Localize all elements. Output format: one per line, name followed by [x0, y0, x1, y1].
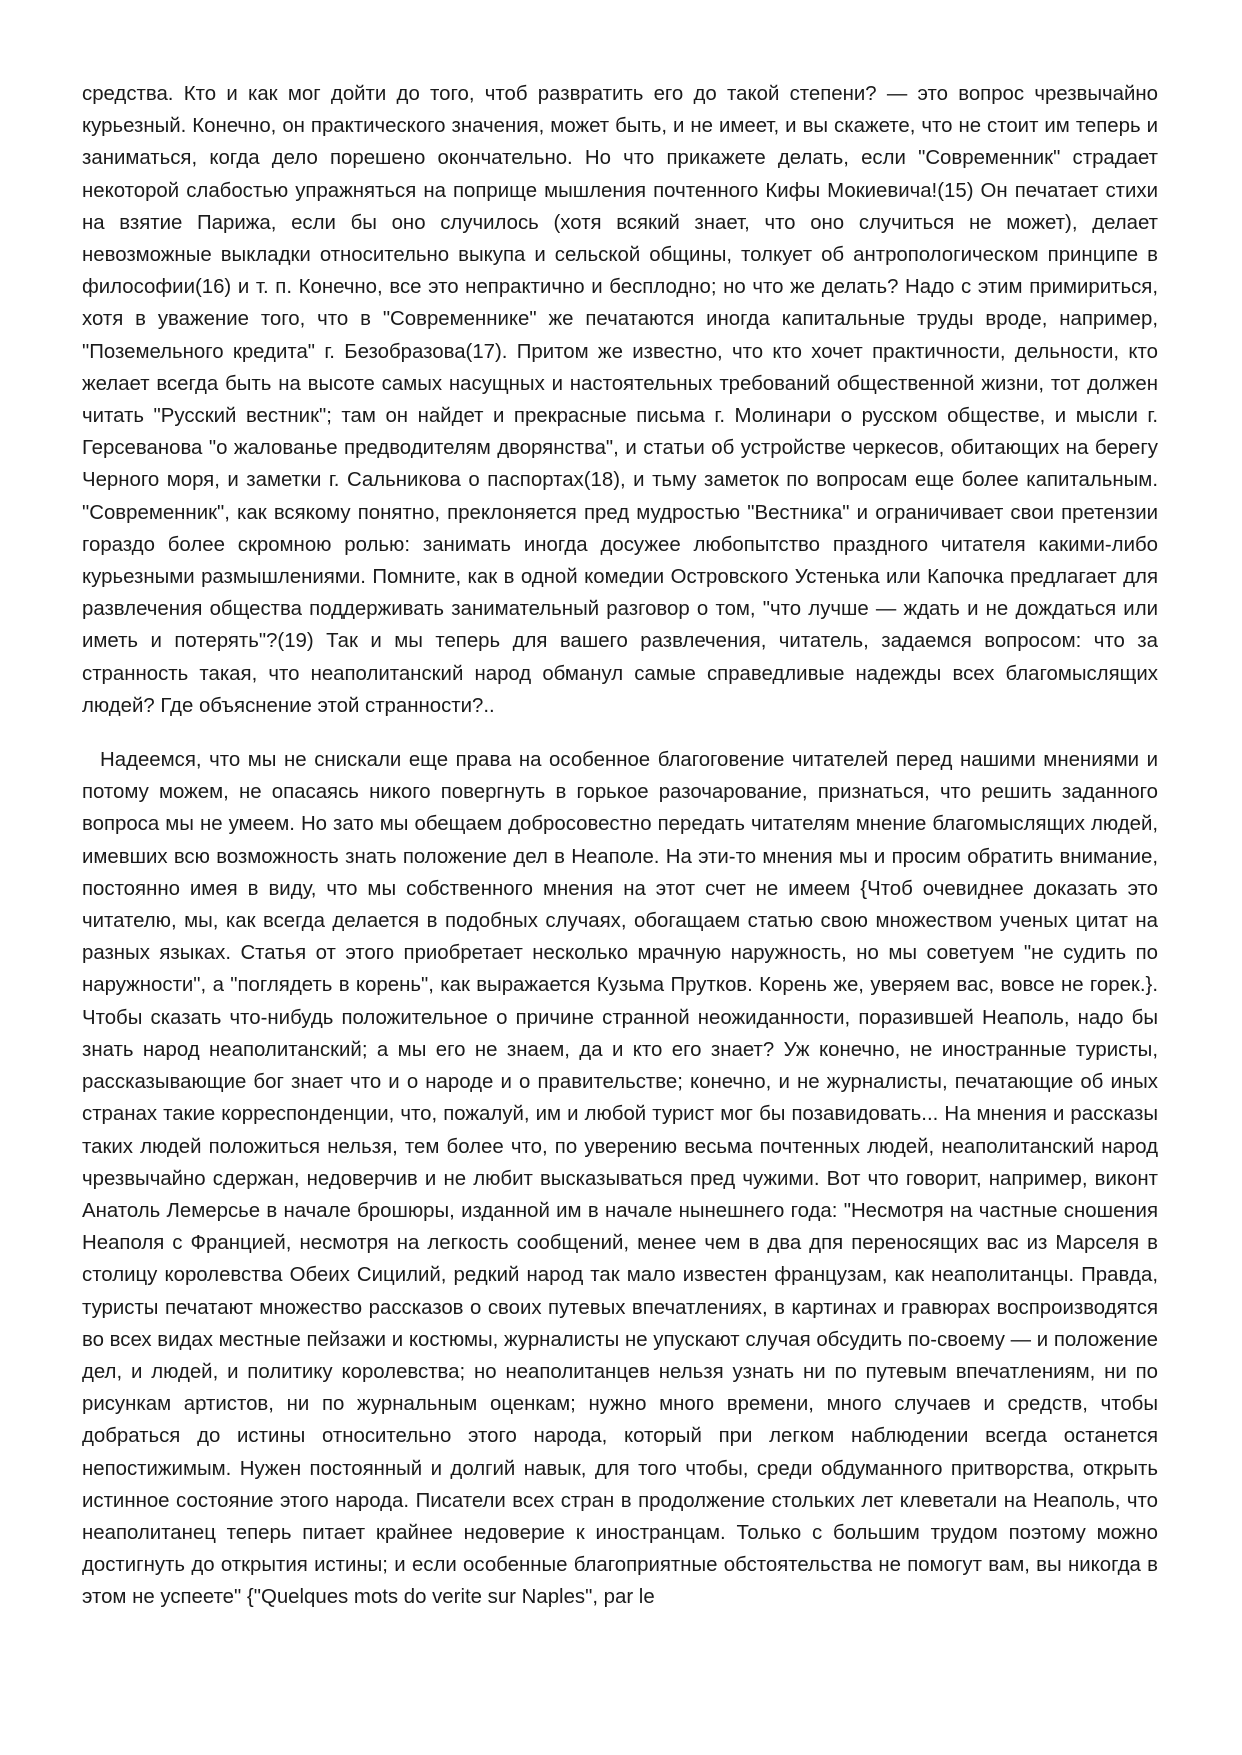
paragraph-1: средства. Кто и как мог дойти до того, чтоб развратить его до такой степени? — это вопрос чрезвычайно курьезный. Конечно, он практического значения, может быть, и не имеет, и вы скажете, что не стоит им теперь и заниматься, когда дело порешено окончательно. Но что прикажете делать, если "Современник" страдает некоторой слабостью упражняться на поприще мышления почтенного Кифы Мокиевича!(15) Он печатает стихи на взятие Парижа, если бы оно случилось (хотя всякий знает, что оно случиться не может), делает невозможные выкладки относительно выкупа и сельской общины, толкует об антропологическом принципе в философии(16) и т. п. Конечно, все это непрактично и бесплодно; но что же делать? Надо с этим примириться, хотя в уважение того, что в "Современнике" же печатаются иногда капитальные труды вроде, например, "Поземельного кредита" г. Безобразова(17). Притом же известно, что кто хочет практичности, дельности, кто желает всегда быть на высоте самых насущных и настоятельных требований общественной жизни, тот должен читать "Русский вестник"; там он найдет и прекрасные письма г. Молинари о русском обществе, и мысли г. Герсеванова "о жалованье предводителям дворянства", и статьи об устройстве черкесов, обитающих на берегу Черного моря, и заметки г. Сальникова о паспортах(18), и тьму заметок по вопросам еще более капитальным. "Современник", как всякому понятно, преклоняется пред мудростью "Вестника" и ограничивает свои претензии гораздо более скромною ролью: занимать иногда досужее любопытство праздного читателя какими-либо курьезными размышлениями. Помните, как в одной комедии Островского Устенька или Капочка предлагает для развлечения общества поддерживать занимательный разговор о том, "что лучше — ждать и не дождаться или иметь и потерять"?(19) Так и мы теперь для вашего развлечения, читатель, задаемся вопросом: что за странность такая, что неаполитанский народ обманул самые справедливые надежды всех благомыслящих людей? Где объяснение этой странности?..: [82, 83, 1158, 717]
document-page: [82, 78, 1158, 1614]
paragraph-2: Надеемся, что мы не снискали еще права на особенное благоговение читателей перед нашими мнениями и потому можем, не опасаясь никого повергнуть в горькое разочарование, признаться, что решить заданного вопроса мы не умеем. Но зато мы обещаем добросовестно передать читателям мнение благомыслящих людей, имевших всю возможность знать положение дел в Неаполе. На эти-то мнения мы и просим обратить внимание, постоянно имея в виду, что мы собственного мнения на этот счет не имеем {Чтоб очевиднее доказать это читателю, мы, как всегда делается в подобных случаях, обогащаем статью свою множеством ученых цитат на разных языках. Статья от этого приобретает несколько мрачную наружность, но мы советуем "не судить по наружности", а "поглядеть в корень", как выражается Кузьма Прутков. Корень же, уверяем вас, вовсе не горек.}. Чтобы сказать что-нибудь положительное о причине странной неожиданности, поразившей Неаполь, надо бы знать народ неаполитанский; а мы его не знаем, да и кто его знает? Уж конечно, не иностранные туристы, рассказывающие бог знает что и о народе и о правительстве; конечно, и не журналисты, печатающие об иных странах такие корреспонденции, что, пожалуй, им и любой турист мог бы позавидовать... На мнения и рассказы таких людей положиться нельзя, тем более что, по уверению весьма почтенных людей, неаполитанский народ чрезвычайно сдержан, недоверчив и не любит высказываться пред чужими. Вот что говорит, например, виконт Анатоль Лемерсье в начале брошюры, изданной им в начале нынешнего года: "Несмотря на частные сношения Неаполя с Францией, несмотря на легкость сообщений, менее чем в два дпя переносящих вас из Марселя в столицу королевства Обеих Сицилий, редкий народ так мало известен французам, как неаполитанцы. Правда, туристы печатают множество рассказов о своих путевых впечатлениях, в картинах и гравюрах воспроизводятся во всех видах местные пейзажи и костюмы, журналисты не упускают случая обсудить по-своему — и положение дел, и людей, и политику королевства; но неаполитанцев нельзя узнать ни по путевым впечатлениям, ни по рисункам артистов, ни по журнальным оценкам; нужно много времени, много случаев и средств, чтобы добраться до истины относительно этого народа, который при легком наблюдении всегда останется непостижимым. Нужен постоянный и долгий навык, для того чтобы, среди обдуманного притворства, открыть истинное состояние этого народа. Писатели всех стран в продолжение стольких лет клеветали на Неаполь, что неаполитанец теперь питает крайнее недоверие к иностранцам. Только с большим трудом поэтому можно достигнуть до открытия истины; и если особенные благоприятные обстоятельства не помогут вам, вы никогда в этом не успеете" {"Quelques mots do verite sur Naples", par le: [82, 749, 1158, 1609]
